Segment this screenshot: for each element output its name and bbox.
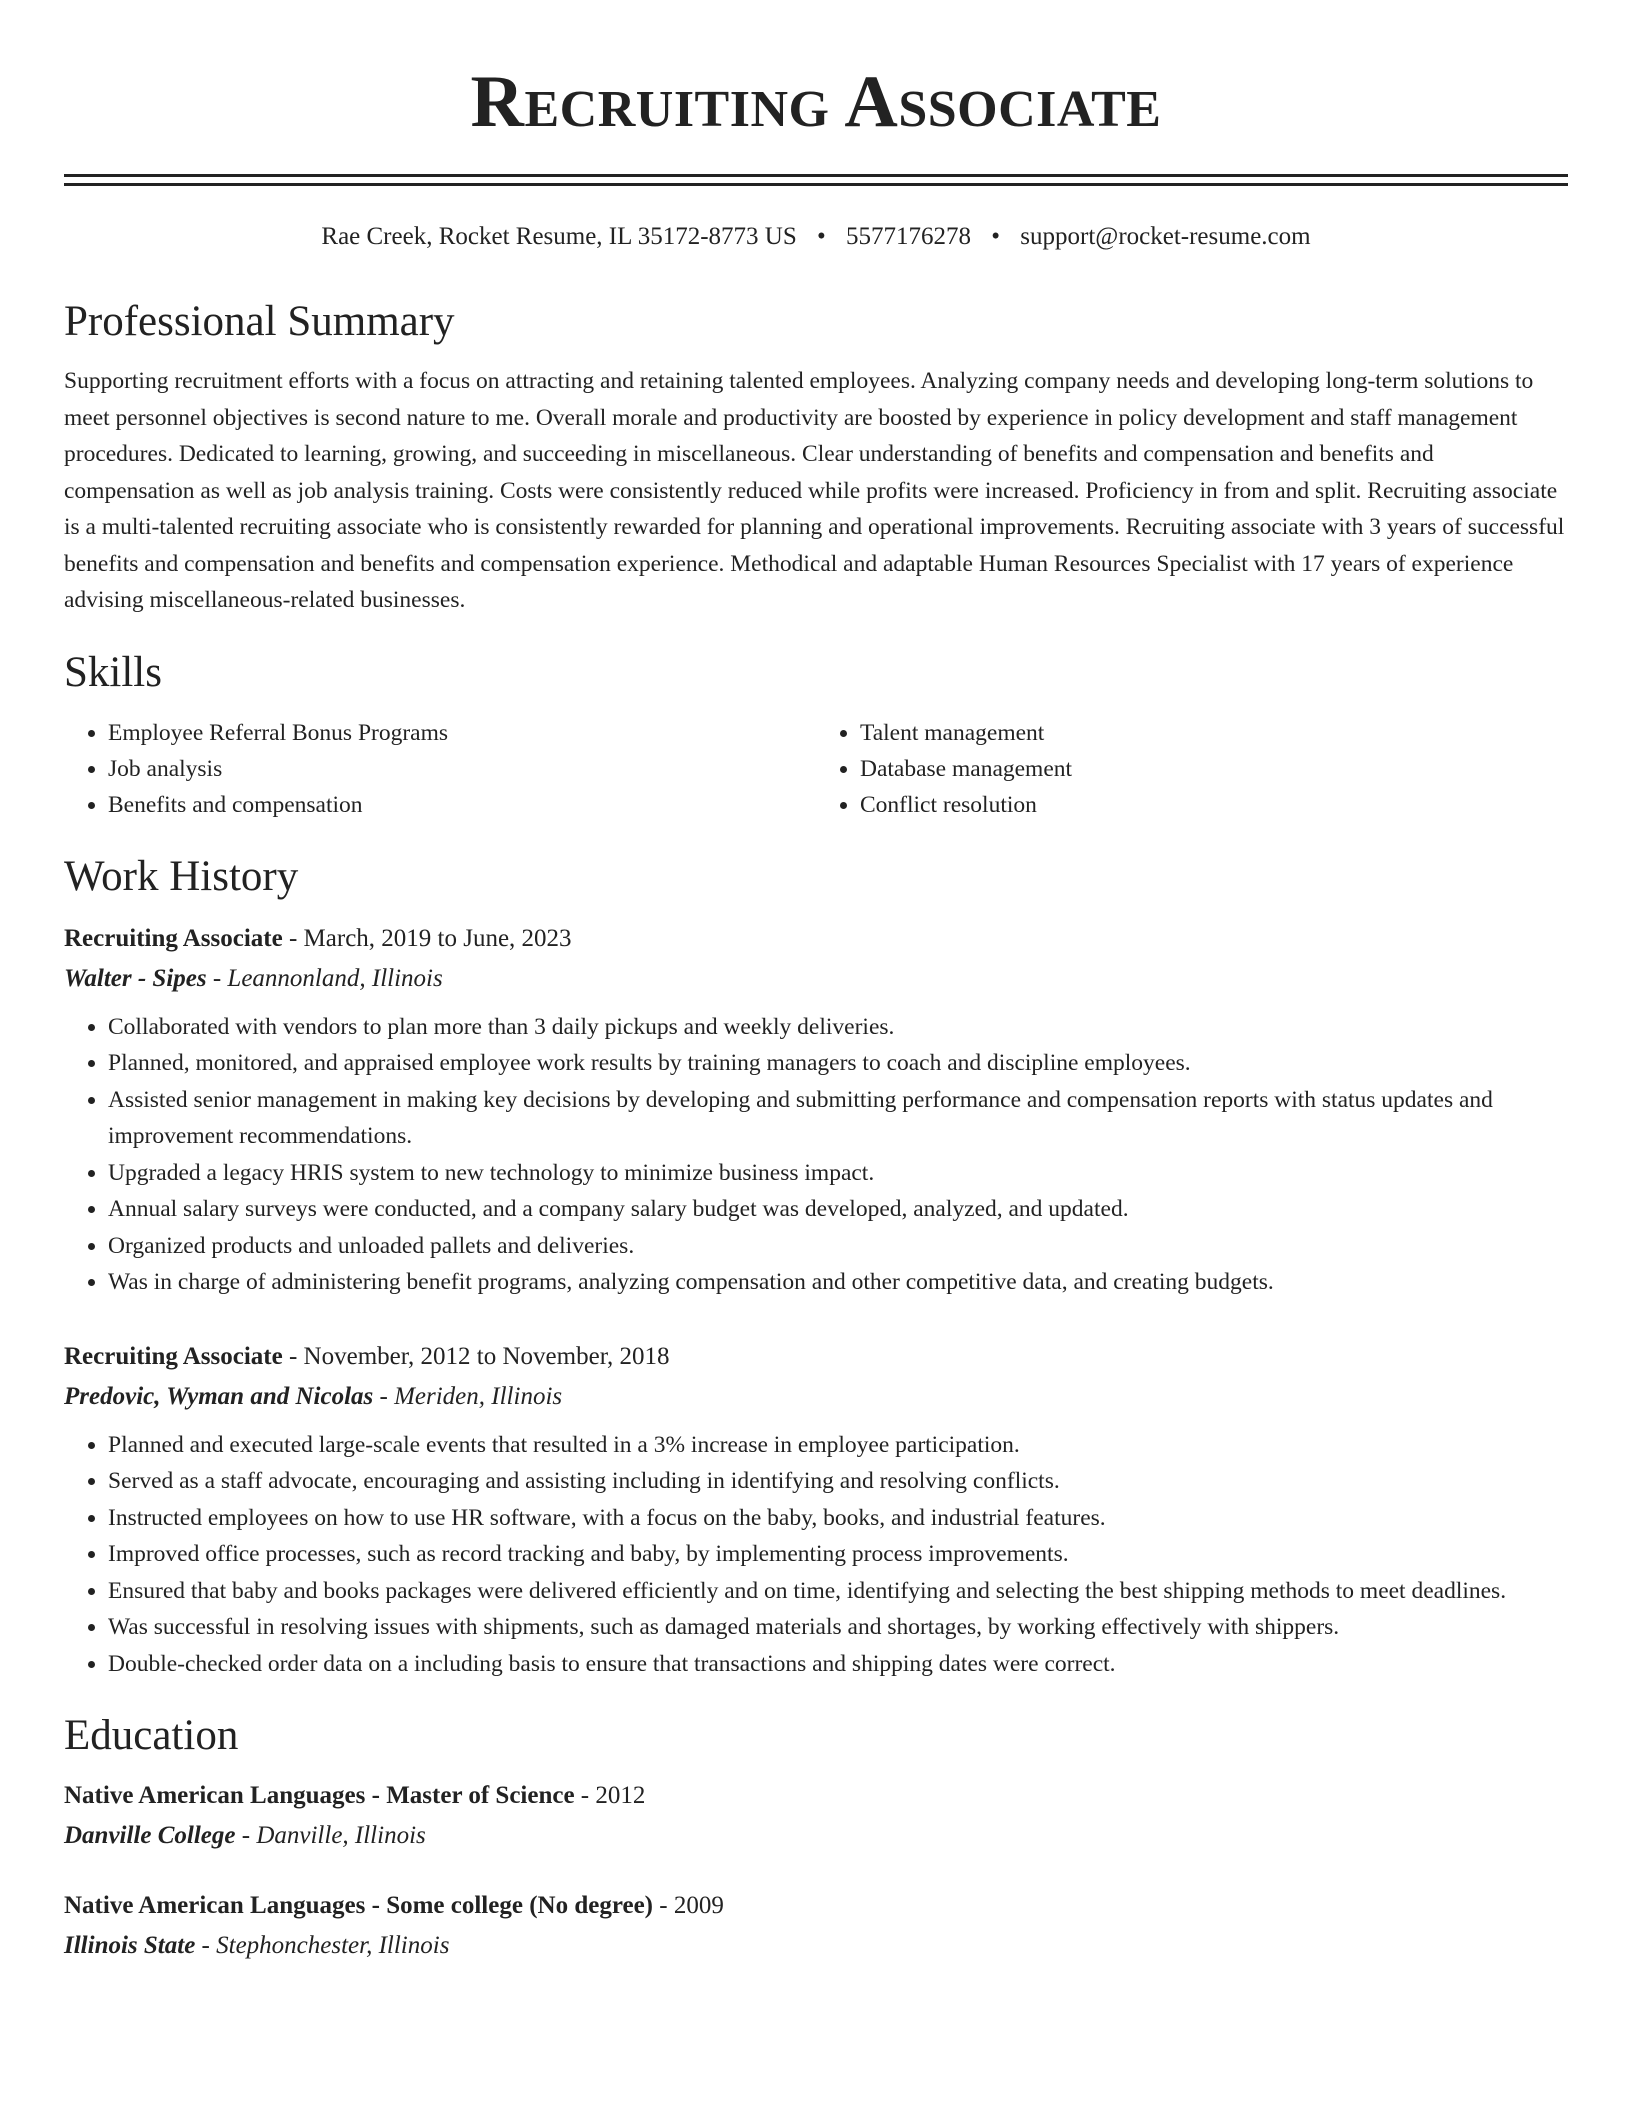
contact-address: Rae Creek, Rocket Resume, IL 35172-8773 US: [321, 223, 797, 250]
job-location: - Leannonland, Illinois: [206, 964, 443, 992]
job-bullets: [64, 1009, 1568, 1301]
job-dates: - March, 2019 to June, 2023: [282, 924, 572, 952]
summary-text: Supporting recruitment efforts with a focus on attracting and retaining talented employees. Analyzing company needs and developing long-term solutions to meet personnel objectives is second nature to me. Overall morale and productivity are boosted by experience in policy development and staff management procedures. Dedicated to learning, growing, and succeeding in miscellaneous. Clear understanding of benefits and compensation and benefits and compensation as well as job analysis training. Costs were consistently reduced while profits were increased. Proficiency in from and split. Recruiting associate is a multi-talented recruiting associate who is consistently rewarded for planning and operational improvements. Recruiting associate with 3 years of successful benefits and compensation and benefits and compensation experience. Methodical and adaptable Human Resources Specialist with 17 years of experience advising miscellaneous-related businesses.: [64, 368, 1565, 613]
job-bullet: • Upgraded a legacy HRIS system to new technology to minimize business impact.: [108, 1155, 1568, 1192]
job-entry: [64, 919, 1568, 1301]
job-company: Walter - Sipes: [64, 964, 207, 992]
education-school-line: [64, 1816, 1568, 1856]
contact-separator: •: [991, 223, 1001, 250]
skills-heading: Skills: [64, 648, 162, 696]
summary-heading: Professional Summary: [64, 298, 455, 345]
skill-item: • Database management: [860, 751, 1568, 787]
skill-item: • Job analysis: [108, 751, 816, 787]
contact-phone: 5577176278: [846, 223, 972, 250]
education-degree: Native American Languages - Some college (No degree): [64, 1892, 653, 1919]
job-company: Predovic, Wyman and Nicolas: [64, 1382, 374, 1410]
work-history-heading: Work History: [64, 852, 299, 900]
education-school: Illinois State: [64, 1932, 196, 1959]
job-dates: - November, 2012 to November, 2018: [282, 1342, 670, 1370]
education-year: - 2012: [574, 1782, 646, 1809]
skills-column-right: [816, 715, 1568, 823]
contact-email[interactable]: support@rocket-resume.com: [1020, 223, 1311, 250]
skill-item: • Benefits and compensation: [108, 787, 816, 823]
education-heading-line: [64, 1886, 1568, 1926]
skills-list: [64, 715, 1568, 823]
job-bullet: • Collaborated with vendors to plan more than 3 daily pickups and weekly deliveries.: [108, 1009, 1568, 1046]
education-year: - 2009: [653, 1892, 724, 1919]
job-bullet: • Organized products and unloaded pallets and deliveries.: [108, 1228, 1568, 1265]
job-role: Recruiting Associate: [64, 924, 283, 952]
contact-line: [64, 222, 1568, 252]
education-location: - Danville, Illinois: [235, 1822, 426, 1849]
contact-separator: •: [817, 223, 826, 250]
job-bullet: • Served as a staff advocate, encouraging and assisting including in identifying and resolving conflicts.: [108, 1463, 1568, 1500]
job-bullet: • Planned, monitored, and appraised employee work results by training managers to coach and discipline employees.: [108, 1045, 1568, 1082]
job-location: - Meriden, Illinois: [373, 1382, 563, 1410]
job-bullets: [64, 1427, 1568, 1683]
job-employer: [64, 1377, 1568, 1417]
job-heading: [64, 919, 1568, 959]
education-school: Danville College: [64, 1822, 236, 1849]
job-heading: [64, 1337, 1568, 1377]
job-bullet: • Instructed employees on how to use HR software, with a focus on the baby, books, and industrial features.: [108, 1500, 1568, 1537]
job-bullet: • Improved office processes, such as record tracking and baby, by implementing process improvements.: [108, 1536, 1568, 1573]
job-bullet: • Was in charge of administering benefit programs, analyzing compensation and other competitive data, and creating budgets.: [108, 1264, 1568, 1301]
job-bullet: • Planned and executed large-scale events that resulted in a 3% increase in employee participation.: [108, 1427, 1568, 1464]
education-school-line: [64, 1926, 1568, 1966]
education-entry: [64, 1776, 1568, 1856]
job-bullet: • Ensured that baby and books packages were delivered efficiently and on time, identifying and selecting the best shipping methods to meet deadlines.: [108, 1573, 1568, 1610]
header-rule-bottom: [64, 183, 1568, 186]
job-employer: [64, 959, 1568, 999]
job-entry: [64, 1337, 1568, 1683]
skill-item: • Employee Referral Bonus Programs: [108, 715, 816, 751]
job-bullet: • Double-checked order data on a including basis to ensure that transactions and shipping dates were correct.: [108, 1646, 1568, 1683]
job-role: Recruiting Associate: [64, 1342, 283, 1370]
education-heading-line: [64, 1776, 1568, 1816]
resume-name: Recruiting Associate: [470, 61, 1162, 143]
header-rule-top: [64, 174, 1568, 177]
education-degree: Native American Languages - Master of Science: [64, 1782, 575, 1809]
job-bullet: • Was successful in resolving issues with shipments, such as damaged materials and shortages, by working effectively with shippers.: [108, 1609, 1568, 1646]
job-bullet: • Annual salary surveys were conducted, and a company salary budget was developed, analyzed, and updated.: [108, 1191, 1568, 1228]
job-bullet: • Assisted senior management in making key decisions by developing and submitting performance and compensation reports with status updates and improvement recommendations.: [108, 1082, 1568, 1155]
education-entry: [64, 1886, 1568, 1966]
skills-column-left: [64, 715, 816, 823]
skill-item: • Talent management: [860, 715, 1568, 751]
skill-item: • Conflict resolution: [860, 787, 1568, 823]
education-heading: Education: [64, 1712, 239, 1759]
education-location: - Stephonchester, Illinois: [195, 1932, 450, 1959]
